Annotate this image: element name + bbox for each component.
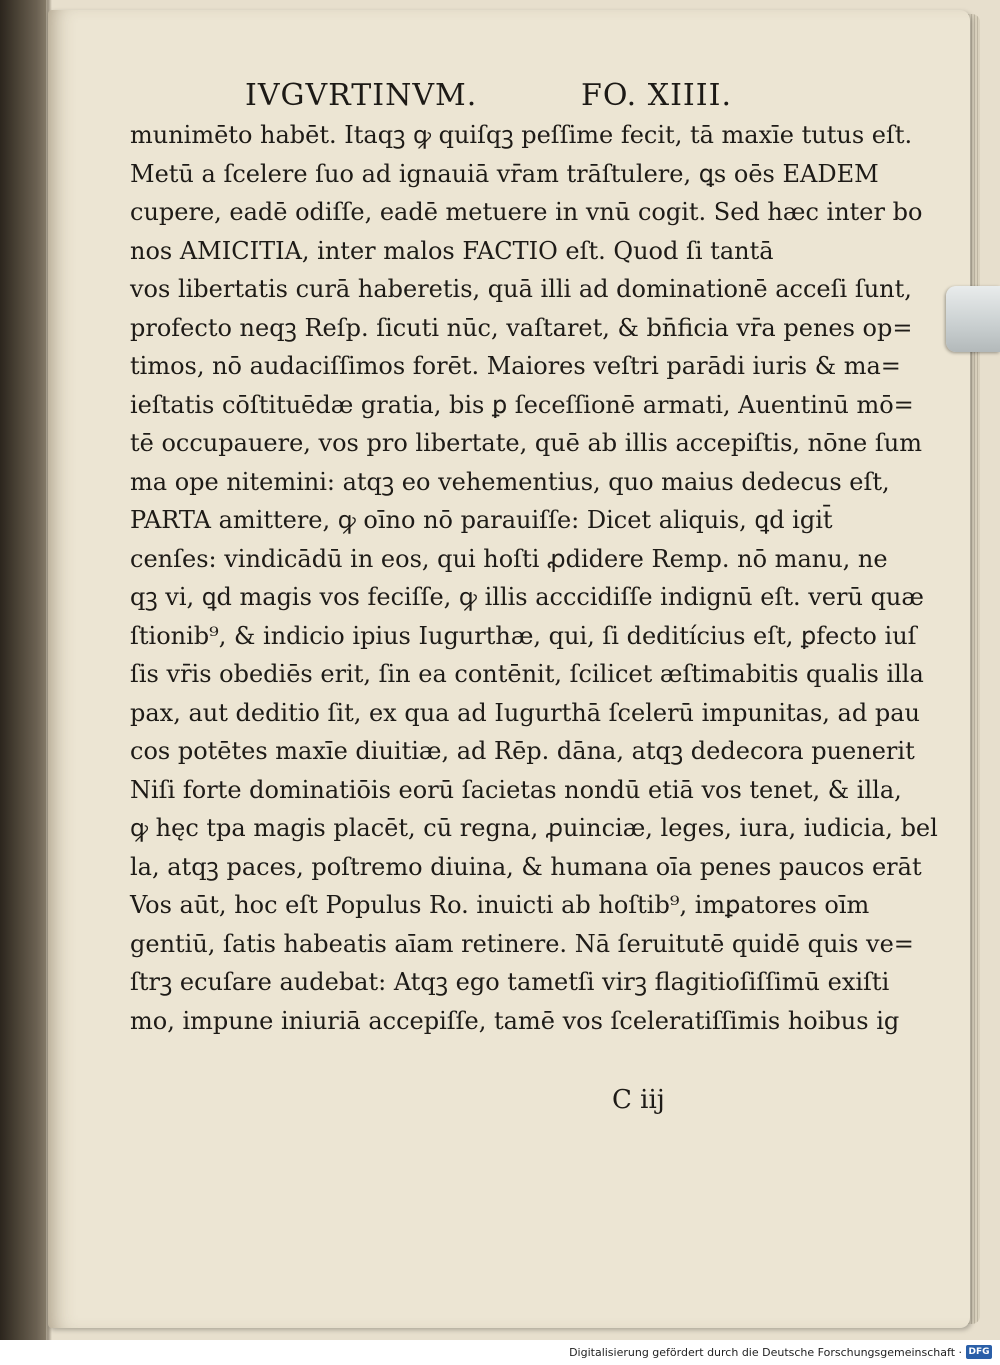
text-line: ꝙ hęc tpa magis placēt, cū regna, ꝓuinciæ, leges, iura, iudicia, bel xyxy=(130,814,938,842)
body-text xyxy=(130,116,938,1040)
text-line: la, atqꝫ paces, poſtremo diuina, & humana oīa penes paucos erāt xyxy=(130,852,922,881)
text-line: mo, impune iniuriā accepiſſe, tamē vos ſceleratiſſimis hoibus ig xyxy=(130,1006,900,1035)
text-line: cupere, eadē odiſſe, eadē metuere in vnū cogit. Sed hæc inter bo xyxy=(130,198,923,226)
page-tab-marker xyxy=(946,286,1000,352)
text-line: nos AMICITIA, inter malos FACTIO eſt. Quod ſi tantā xyxy=(130,236,774,265)
text-line: vos libertatis curā haberetis, quā illi ad dominationē acceſi ſunt, xyxy=(130,275,912,303)
text-line: cenſes: vindicādū in eos, qui hoſti ꝓdidere Remp. nō manu, ne xyxy=(130,544,888,573)
text-line: ſtrꝫ ecuſare audebat: Atqꝫ ego tametſi virꝫ flagitioſiſſimū exiſti xyxy=(130,968,890,996)
text-line: Vos aūt, hoc eſt Populus Ro. inuicti ab hoſtib⁹, imꝑatores oīm xyxy=(130,891,870,919)
text-line: cos potētes maxīe diuitiæ, ad Rēp. dāna, atqꝫ dedecora puenerit xyxy=(130,737,915,765)
text-line: timos, nō audaciſſimos forēt. Maiores veſtri parādi iuris & ma= xyxy=(130,352,901,380)
text-line: pax, aut deditio ſit, ex qua ad Iugurthā ſcelerū impunitas, ad pau xyxy=(130,698,920,727)
text-line: profecto neqꝫ Reſp. ſicuti nūc, vaſtaret, & bn̄ficia vr̄a penes op= xyxy=(130,313,913,342)
folio-number: FO. XIIII. xyxy=(581,78,733,113)
text-line: Niſi forte dominatiōis eorū ſacietas nondū etiā vos tenet, & illa, xyxy=(130,775,902,804)
text-line: ieſtatis cōſtituēdæ gratia, bis ꝑ ſeceſſionē armati, Auentinū mō= xyxy=(130,390,914,419)
footer-credit: Digitalisierung gefördert durch die Deutsche Forschungsgemeinschaft · xyxy=(569,1346,962,1359)
text-line: ma ope nitemini: atqꝫ eo vehementius, quo maius dedecus eſt, xyxy=(130,467,890,496)
text-line: Metū a ſcelere ſuo ad ignauiā vr̄am trāſtulere, ꝗs oēs EADEM xyxy=(130,159,879,188)
signature-mark: C iij xyxy=(612,1085,665,1115)
running-header xyxy=(245,78,745,118)
dfg-logo-icon: DFG xyxy=(966,1345,992,1359)
text-line: gentiū, ſatis habeatis aīam retinere. Nā ſeruitutē quidē quis ve= xyxy=(130,929,914,958)
text-line: PARTA amittere, ꝙ oīno nō parauiſſe: Dicet aliquis, ꝗd igit̄ xyxy=(130,506,833,534)
text-line: tē occupauere, vos pro libertate, quē ab illis accepiſtis, nōne ſum xyxy=(130,429,922,457)
text-line: qꝫ vi, ꝗd magis vos feciſſe, ꝙ illis acccidiſſe indignū eſt. verū quæ xyxy=(130,583,924,611)
running-title: IVGVRTINVM. xyxy=(245,78,478,113)
digitization-footer xyxy=(0,1340,1000,1365)
text-line: ſtionib⁹, & indicio ipius Iugurthæ, qui, ſi deditícius eſt, ꝑfecto iuſ xyxy=(130,621,917,650)
text-line: munimēto habēt. Itaqꝫ ꝙ quiſqꝫ peſſime fecit, tā maxīe tutus eſt. xyxy=(130,121,913,149)
left-page-edge xyxy=(0,0,46,1340)
text-line: ſis vr̄is obediēs erit, ſin ea contēnit, ſcilicet æſtimabitis qualis illa xyxy=(130,660,924,688)
